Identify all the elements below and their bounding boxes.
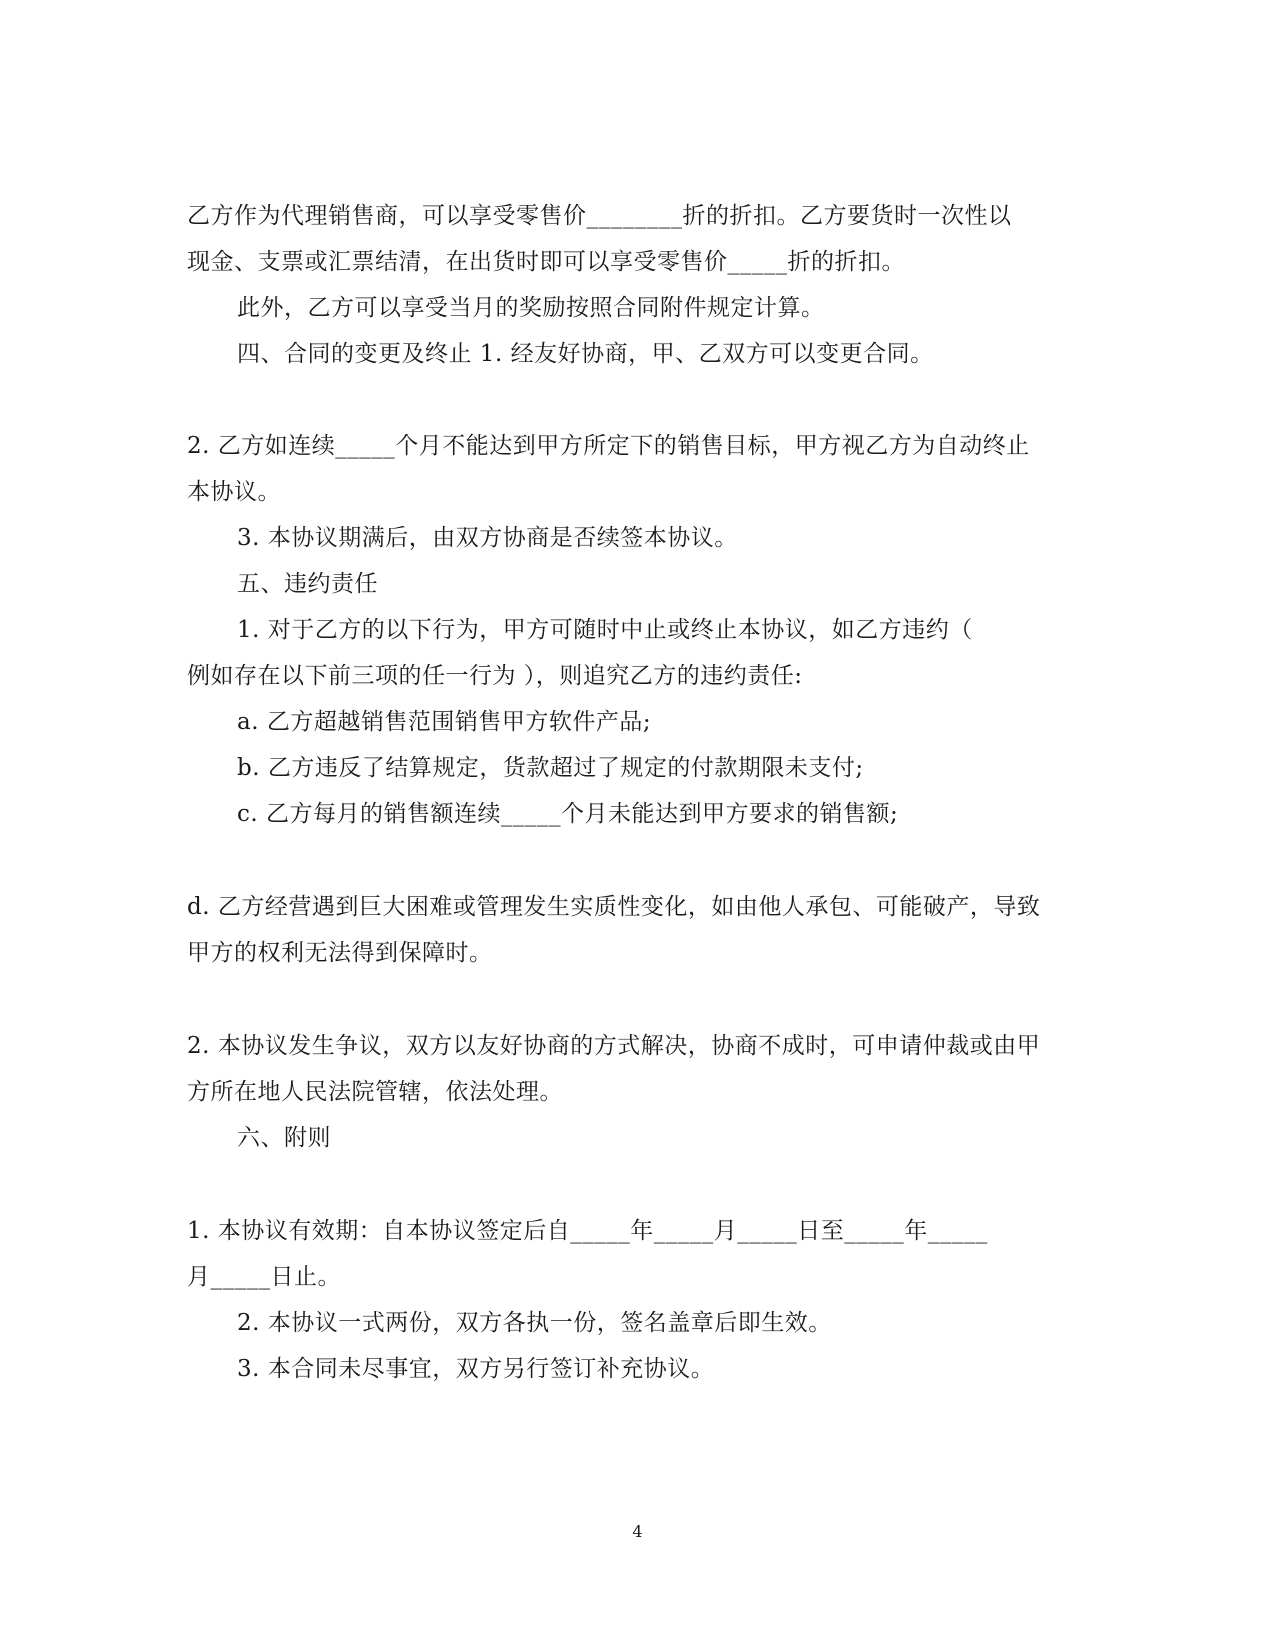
text-line: 乙方作为代理销售商，可以享受零售价________折的折扣。乙方要货时一次性以 xyxy=(187,203,1012,229)
text-line: 2. 本协议发生争议，双方以友好协商的方式解决，协商不成时，可申请仲裁或由甲 xyxy=(187,1033,1041,1059)
list-item: a. 乙方超越销售范围销售甲方软件产品; xyxy=(237,709,652,735)
text-line: 例如存在以下前三项的任一行为 ），则追究乙方的违约责任: xyxy=(187,663,803,689)
list-item: d. 乙方经营遇到巨大困难或管理发生实质性变化，如由他人承包、可能破产，导致 xyxy=(187,894,1041,920)
text-line: 现金、支票或汇票结清，在出货时即可以享受零售价_____折的折扣。 xyxy=(187,249,905,275)
list-item: b. 乙方违反了结算规定，货款超过了规定的付款期限未支付; xyxy=(237,755,864,781)
text-line: 此外，乙方可以享受当月的奖励按照合同附件规定计算。 xyxy=(237,295,825,321)
text-line: 方所在地人民法院管辖，依法处理。 xyxy=(187,1079,563,1105)
text-line: 1. 对于乙方的以下行为，甲方可随时中止或终止本协议，如乙方违约（ xyxy=(237,617,973,643)
text-line: 本协议。 xyxy=(187,479,281,505)
text-line: 月_____日止。 xyxy=(187,1264,341,1290)
text-line: 3. 本协议期满后，由双方协商是否续签本协议。 xyxy=(237,525,738,551)
text-line: 2. 本协议一式两份，双方各执一份，签名盖章后即生效。 xyxy=(237,1310,832,1336)
list-item: c. 乙方每月的销售额连续_____个月未能达到甲方要求的销售额; xyxy=(237,801,899,827)
section-heading: 六、附则 xyxy=(237,1125,331,1151)
page-number: 4 xyxy=(632,1522,643,1541)
text-line: 2. 乙方如连续_____个月不能达到甲方所定下的销售目标，甲方视乙方为自动终止 xyxy=(187,433,1030,459)
text-line: 3. 本合同未尽事宜，双方另行签订补充协议。 xyxy=(237,1356,715,1382)
section-heading: 五、违约责任 xyxy=(237,571,378,597)
text-line: 四、合同的变更及终止 1. 经友好协商，甲、乙双方可以变更合同。 xyxy=(237,341,934,367)
text-line: 1. 本协议有效期：自本协议签定后自_____年_____月_____日至_____年_____ xyxy=(187,1218,988,1244)
text-line: 甲方的权利无法得到保障时。 xyxy=(187,940,493,966)
